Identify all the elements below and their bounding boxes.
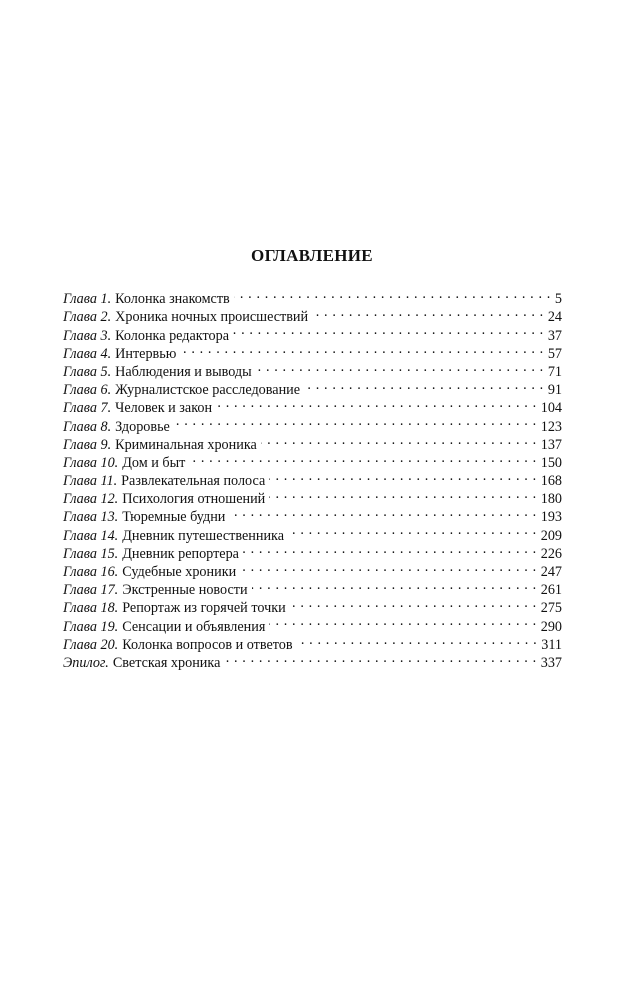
dot-leader — [269, 467, 536, 485]
chapter-label: Глава 16. — [63, 564, 119, 580]
chapter-label: Глава 20. — [63, 636, 119, 653]
chapter-label: Глава 4. — [63, 345, 112, 362]
dot-leader — [229, 503, 536, 521]
chapter-title: Интервью — [115, 345, 177, 362]
chapter-label: Глава 1. — [63, 291, 112, 308]
page-number: 5 — [554, 291, 562, 308]
page-number: 150 — [540, 454, 562, 471]
dot-leader — [290, 594, 537, 612]
page-number: 57 — [547, 345, 562, 362]
chapter-label: Глава 10. — [63, 454, 119, 471]
chapter-label: Глава 17. — [63, 582, 119, 599]
dot-leader — [312, 303, 544, 321]
chapter-label: Глава 19. — [63, 618, 119, 635]
page-number: 104 — [540, 400, 562, 417]
chapter-label: Глава 12. — [63, 491, 119, 508]
dot-leader — [288, 521, 537, 539]
page-number: 247 — [540, 564, 562, 580]
chapter-label: Глава 15. — [63, 545, 119, 562]
chapter-title: Судебные хроники — [122, 564, 237, 580]
chapter-title: Психология отношений — [122, 491, 266, 508]
chapter-title: Наблюдения и выводы — [115, 363, 252, 380]
chapter-title: Дом и быт — [122, 454, 186, 471]
chapter-title: Здоровье — [115, 418, 170, 435]
chapter-label: Глава 3. — [63, 327, 112, 344]
chapter-label: Глава 5. — [63, 363, 112, 380]
page-number: 290 — [540, 618, 562, 635]
dot-leader — [174, 412, 537, 430]
chapter-label: Глава 9. — [63, 436, 112, 453]
page-number: 337 — [540, 654, 562, 671]
page-number: 24 — [547, 309, 562, 326]
page-number: 261 — [540, 582, 562, 599]
chapter-title: Дневник репортера — [122, 545, 239, 562]
dot-leader — [256, 358, 544, 376]
dot-leader — [180, 340, 543, 358]
chapter-title: Колонка редактора — [115, 327, 229, 344]
dot-leader — [269, 485, 536, 503]
page-number: 123 — [540, 418, 562, 435]
dot-leader — [261, 431, 537, 449]
chapter-title: Колонка вопросов и ответов — [122, 636, 293, 653]
dot-leader — [189, 449, 536, 467]
dot-leader — [304, 376, 544, 394]
page-number: 209 — [540, 527, 562, 544]
dot-leader — [234, 285, 551, 303]
chapter-label: Глава 11. — [63, 473, 118, 490]
chapter-title: Колонка знакомств — [115, 291, 230, 308]
dot-leader — [240, 558, 537, 576]
table-of-contents — [63, 285, 562, 671]
dot-leader — [233, 321, 544, 339]
page-number: 137 — [540, 436, 562, 453]
page-number: 71 — [547, 363, 562, 380]
toc-entry[interactable] — [63, 285, 562, 308]
chapter-label: Глава 14. — [63, 527, 119, 544]
page-number: 91 — [547, 382, 562, 399]
chapter-title: Дневник путешественника — [122, 527, 285, 544]
chapter-title: Криминальная хроника — [115, 436, 257, 453]
dot-leader — [252, 576, 537, 594]
page-number: 226 — [540, 545, 562, 562]
chapter-label: Глава 13. — [63, 509, 119, 526]
chapter-label: Глава 7. — [63, 400, 112, 417]
chapter-title: Репортаж из горячей точки — [122, 600, 286, 617]
page-number: 311 — [541, 636, 562, 653]
dot-leader — [269, 612, 536, 630]
page-number: 37 — [547, 327, 562, 344]
chapter-title: Светская хроника — [112, 654, 221, 671]
page-number: 193 — [540, 509, 562, 526]
chapter-title: Развлекательная полоса — [121, 473, 266, 490]
page-number: 275 — [540, 600, 562, 617]
dot-leader — [243, 540, 537, 558]
chapter-title: Экстренные новости — [122, 582, 248, 599]
page-number: 168 — [540, 473, 562, 490]
chapter-title: Хроника ночных происшествий — [115, 309, 309, 326]
dot-leader — [216, 394, 537, 412]
chapter-title: Тюремные будни — [122, 509, 226, 526]
dot-leader — [297, 631, 538, 649]
chapter-label: Глава 2. — [63, 309, 112, 326]
chapter-label: Глава 6. — [63, 382, 112, 399]
chapter-title: Человек и закон — [115, 400, 213, 417]
dot-leader — [224, 649, 536, 667]
page-title: ОГЛАВЛЕНИЕ — [251, 246, 373, 265]
chapter-label: Глава 18. — [63, 600, 119, 617]
page-number: 180 — [540, 491, 562, 508]
chapter-title: Журналистское расследование — [115, 382, 301, 399]
chapter-label: Эпилог. — [63, 654, 109, 671]
chapter-title: Сенсации и объявления — [122, 618, 266, 635]
chapter-label: Глава 8. — [63, 418, 112, 435]
